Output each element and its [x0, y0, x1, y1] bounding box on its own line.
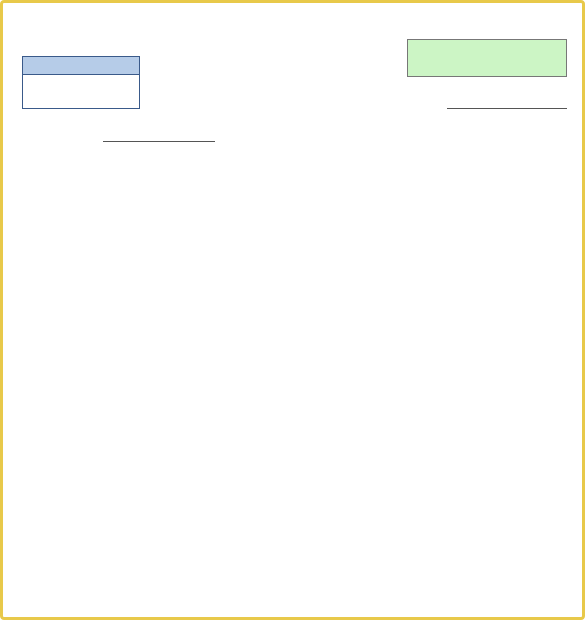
- inventory-taken-by-field[interactable]: [103, 141, 215, 142]
- end-customer-field[interactable]: [22, 75, 140, 109]
- date-field[interactable]: [447, 108, 567, 109]
- internal-use-box: [407, 39, 567, 77]
- end-customer-label: [22, 56, 140, 75]
